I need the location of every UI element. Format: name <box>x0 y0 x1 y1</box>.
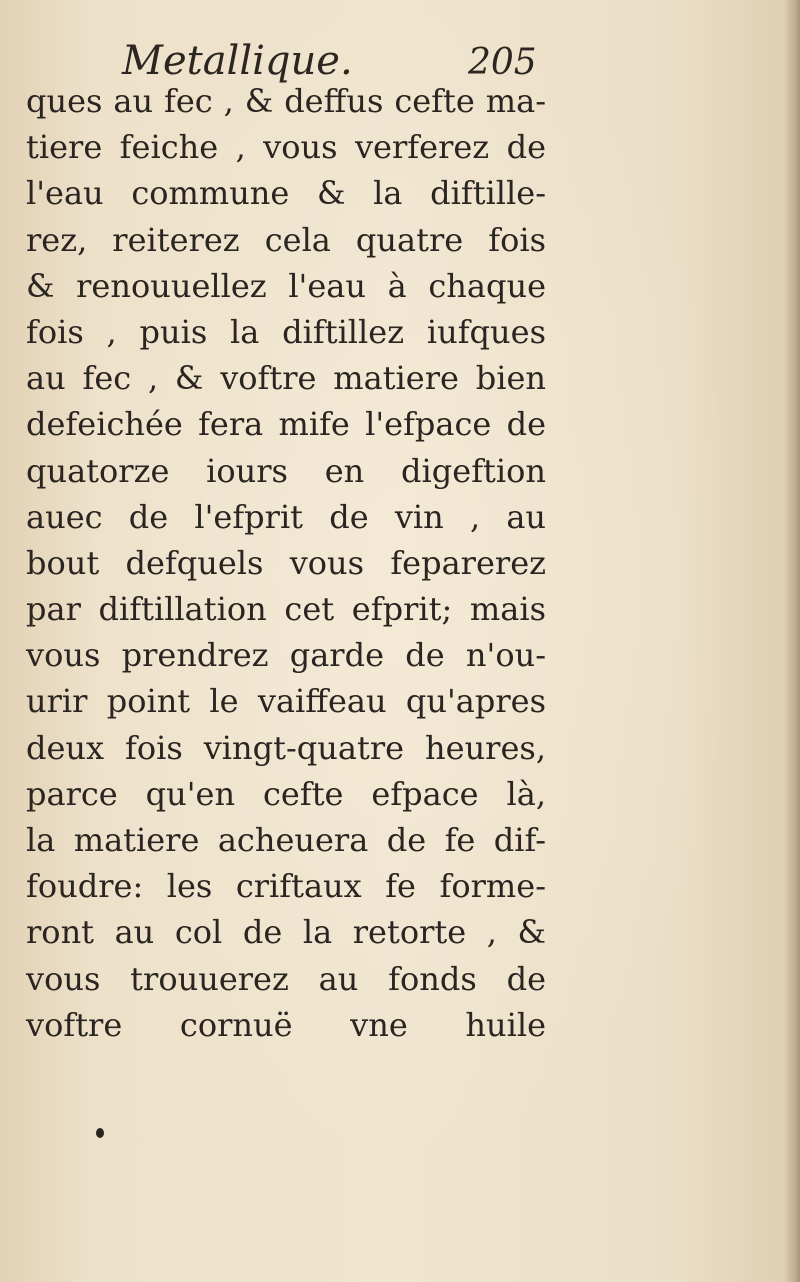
text-line: auec de l'efprit de vin , au <box>26 497 546 536</box>
running-title: Metallique. <box>122 38 353 84</box>
text-line: ques au fec , & deffus cefte ma- <box>26 82 546 120</box>
text-line: la matiere acheuera de fe dif- <box>26 821 546 859</box>
page-number: 205 <box>468 42 537 83</box>
text-line: au fec , & voftre matiere bien <box>26 359 546 398</box>
text-line: & renouuellez l'eau à chaque <box>26 266 546 305</box>
text-line: deux fois vingt-quatre heures, <box>26 728 546 767</box>
text-line: urir point le vaiffeau qu'apres <box>26 682 546 721</box>
text-line: rez, reiterez cela quatre fois <box>26 220 546 259</box>
text-line: vous trouuerez au fonds de <box>26 959 546 998</box>
text-line: parce qu'en cefte efpace là, <box>26 774 546 813</box>
text-line: foudre: les criftaux fe forme- <box>26 867 546 906</box>
text-line: quatorze iours en digeftion <box>26 451 546 490</box>
text-line: par diftillation cet efprit; mais <box>26 590 546 629</box>
text-line: bout defquels vous feparerez <box>26 543 546 582</box>
text-line: defeichée fera mife l'efpace de <box>26 405 546 444</box>
text-line: ront au col de la retorte , & <box>26 913 546 952</box>
text-line: tiere feiche , vous verferez de <box>26 128 546 167</box>
body-text <box>26 78 546 1048</box>
printer-mark-dot <box>96 1128 104 1138</box>
text-line: voftre cornuë vne huile <box>26 1005 546 1044</box>
page-edge-shadow <box>784 0 800 1282</box>
text-line: l'eau commune & la diftille- <box>26 174 546 213</box>
text-line: fois , puis la diftillez iufques <box>26 312 546 351</box>
text-line: vous prendrez garde de n'ou- <box>26 636 546 675</box>
